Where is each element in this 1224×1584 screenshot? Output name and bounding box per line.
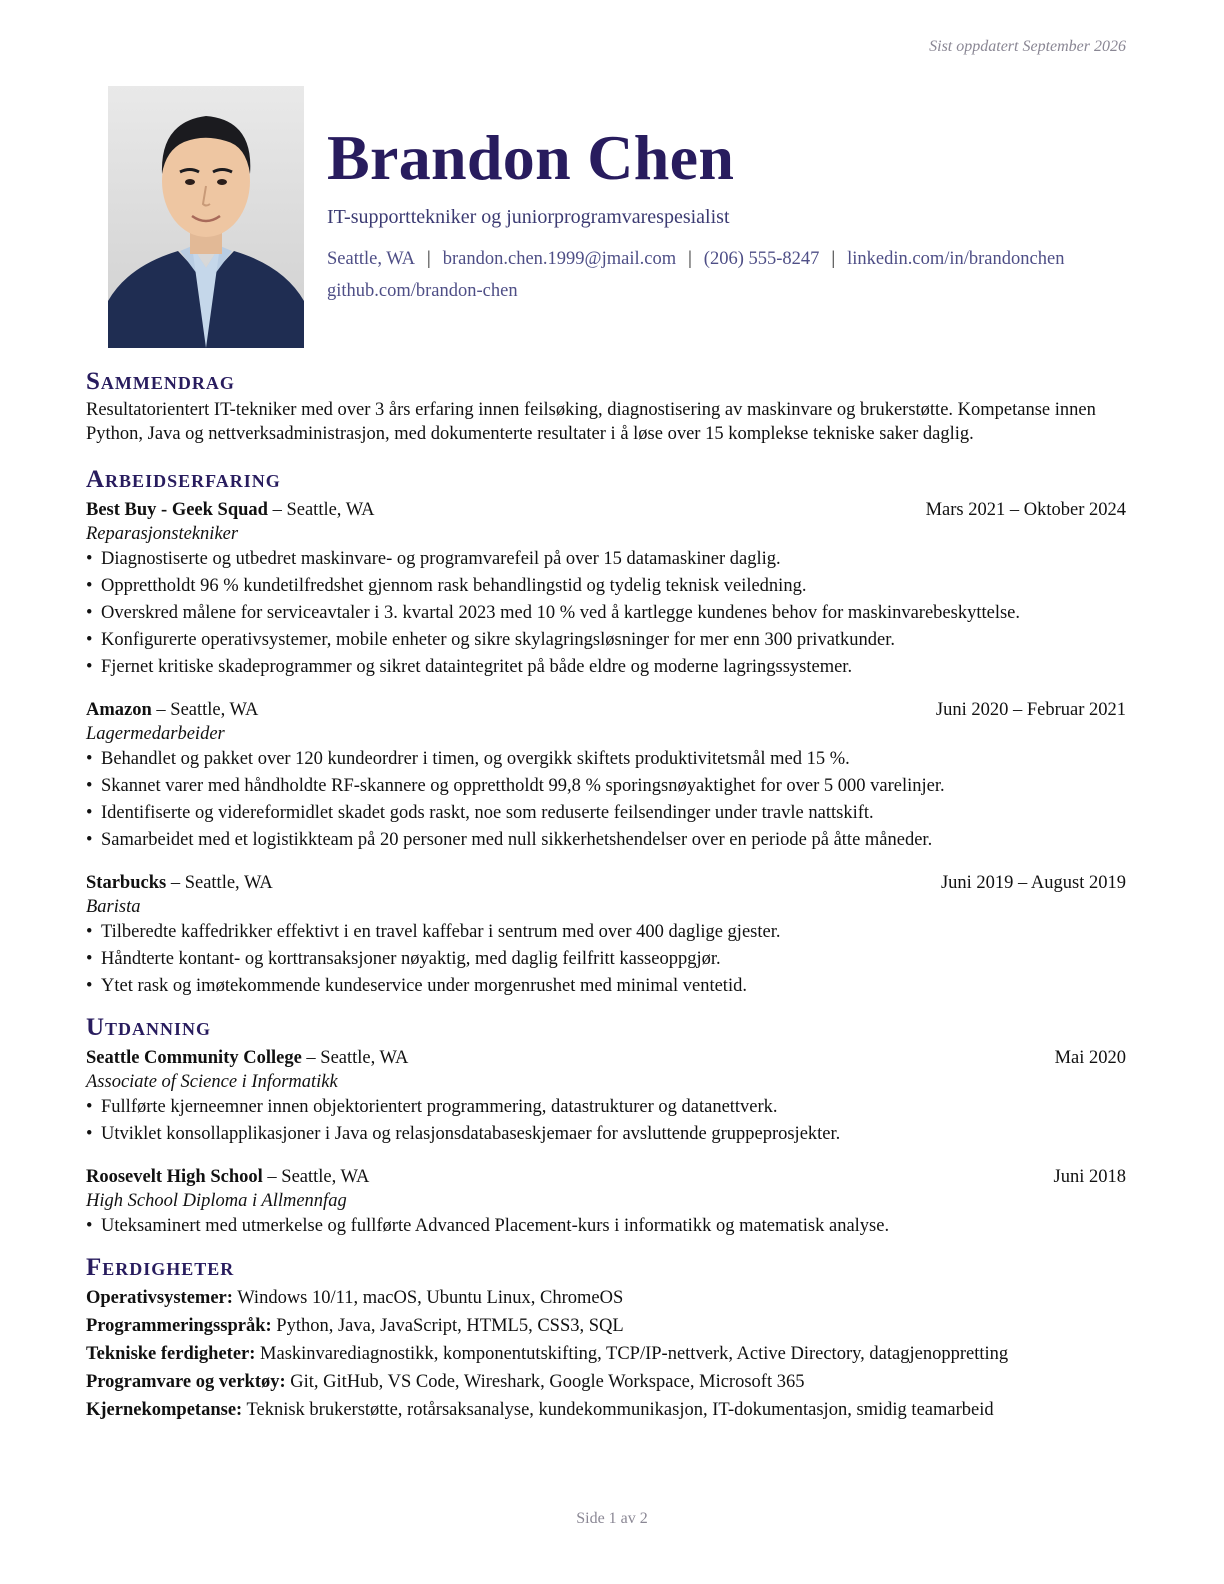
bullet-item: • Fullførte kjerneemner innen objektorientert programmering, datastrukturer og datanettverk.	[86, 1094, 1126, 1121]
skill-row	[86, 1396, 1126, 1424]
job-bullets	[86, 546, 1126, 681]
skill-row	[86, 1340, 1126, 1368]
bullet-item: • Diagnostiserte og utbedret maskinvare- og programvarefeil på over 15 datamaskiner daglig.	[86, 546, 1126, 573]
education-entry	[86, 1046, 1126, 1148]
skill-label: Operativsystemer:	[86, 1288, 233, 1308]
job-entry	[86, 871, 1126, 1000]
education-degree: Associate of Science i Informatikk	[86, 1072, 338, 1092]
job-role: Barista	[86, 897, 141, 917]
job-header	[86, 698, 1126, 722]
bullet-item: • Identifiserte og videreformidlet skadet gods raskt, noe som reduserte feilsendinger under travle nattskift.	[86, 800, 1126, 827]
bullet-item: • Samarbeidet med et logistikkteam på 20 personer med null sikkerhetshendelser over en periode på åtte måneder.	[86, 827, 1126, 854]
section-heading-skills: Ferdigheter	[86, 1254, 235, 1281]
education-degree: High School Diploma i Allmennfag	[86, 1191, 347, 1211]
education-bullets	[86, 1213, 1126, 1240]
profile-photo-illustration	[108, 86, 304, 348]
resume-body	[86, 366, 1126, 1424]
job-location: – Seattle, WA	[151, 700, 259, 720]
job-dates: Juni 2020 – Februar 2021	[935, 700, 1126, 720]
job-role: Reparasjonstekniker	[86, 524, 239, 544]
job-entry	[86, 498, 1126, 681]
education-header	[86, 1165, 1126, 1189]
bullet-item: • Konfigurerte operativsystemer, mobile enheter og sikre skylagringsløsninger for mer enn 300 privatkunder.	[86, 627, 1126, 654]
contact-location: Seattle, WA	[327, 249, 416, 269]
job-dates: Juni 2019 – August 2019	[940, 873, 1126, 893]
school-name: Roosevelt High School	[86, 1167, 263, 1187]
contact-linkedin-link[interactable]: linkedin.com/in/brandonchen	[847, 249, 1065, 269]
education-date: Mai 2020	[1054, 1048, 1126, 1068]
job-company: Amazon	[86, 700, 152, 720]
profile-photo	[108, 86, 304, 348]
education-entry	[86, 1165, 1126, 1240]
skill-row	[86, 1284, 1126, 1312]
job-header	[86, 498, 1126, 522]
skill-row	[86, 1368, 1126, 1396]
contact-separator: |	[427, 249, 431, 269]
last-updated: Sist oppdatert September 2026	[929, 38, 1126, 55]
education-bullets	[86, 1094, 1126, 1148]
bullet-item: • Uteksaminert med utmerkelse og fullførte Advanced Placement-kurs i informatikk og matematisk analyse.	[86, 1213, 1126, 1240]
section-heading-experience: Arbeidserfaring	[86, 466, 281, 493]
skill-label: Kjernekompetanse:	[86, 1400, 243, 1420]
bullet-item: • Ytet rask og imøtekommende kundeservice under morgenrushet med minimal ventetid.	[86, 973, 1126, 1000]
skill-label: Programvare og verktøy:	[86, 1372, 286, 1392]
job-company: Starbucks	[86, 873, 167, 893]
section-heading-summary: Sammendrag	[86, 368, 235, 395]
summary-text: Resultatorientert IT-tekniker med over 3 års erfaring innen feilsøking, diagnostisering av maskinvare og brukerstøtte. Kompetanse innen Python, Java og nettverksadministrasjon, med dokumenterte resultater i å løse over 15 komplekse tekniske saker daglig.	[86, 400, 1096, 444]
bullet-item: • Håndterte kontant- og korttransaksjoner nøyaktig, med daglig feilfritt kasseoppgjør.	[86, 946, 1126, 973]
job-company: Best Buy - Geek Squad	[86, 500, 268, 520]
skill-value: Maskinvarediagnostikk, komponentutskifting, TCP/IP-nettverk, Active Directory, datagjenoppretting	[255, 1344, 1009, 1364]
job-location: – Seattle, WA	[267, 500, 375, 520]
candidate-name: Brandon Chen	[327, 122, 735, 193]
job-entry	[86, 698, 1126, 854]
contact-phone[interactable]: (206) 555-8247	[703, 249, 820, 269]
job-header	[86, 871, 1126, 895]
school-name: Seattle Community College	[86, 1048, 302, 1068]
job-location: – Seattle, WA	[166, 873, 273, 893]
education-date: Juni 2018	[1053, 1167, 1126, 1187]
page-number: Side 1 av 2	[576, 1510, 648, 1527]
bullet-item: • Overskred målene for serviceavtaler i 3. kvartal 2023 med 10 % ved å kartlegge kundenes behov for maskinvarebeskyttelse.	[86, 600, 1126, 627]
job-role: Lagermedarbeider	[86, 724, 225, 744]
bullet-item: • Utviklet konsollapplikasjoner i Java og relasjonsdatabaseskjemaer for avsluttende gruppeprosjekter.	[86, 1121, 1126, 1148]
bullet-item: • Fjernet kritiske skadeprogrammer og sikret dataintegritet på både eldre og moderne lagringssystemer.	[86, 654, 1126, 681]
contact-github-link[interactable]: github.com/brandon-chen	[327, 281, 518, 301]
skill-row	[86, 1312, 1126, 1340]
school-location: – Seattle, WA	[262, 1167, 370, 1187]
skill-value: Windows 10/11, macOS, Ubuntu Linux, ChromeOS	[232, 1288, 624, 1308]
skill-label: Tekniske ferdigheter:	[86, 1344, 256, 1364]
job-bullets	[86, 746, 1126, 854]
skill-label: Programmeringsspråk:	[86, 1316, 272, 1336]
job-bullets	[86, 919, 1126, 1000]
contact-email-link[interactable]: brandon.chen.1999@jmail.com	[442, 249, 677, 269]
bullet-item: • Behandlet og pakket over 120 kundeordrer i timen, og overgikk skiftets produktivitetsmål med 15 %.	[86, 746, 1126, 773]
skill-value: Git, GitHub, VS Code, Wireshark, Google Workspace, Microsoft 365	[285, 1372, 805, 1392]
bullet-item: • Tilberedte kaffedrikker effektivt i en travel kaffebar i sentrum med over 400 daglige gjester.	[86, 919, 1126, 946]
skill-value: Python, Java, JavaScript, HTML5, CSS3, SQL	[271, 1316, 624, 1336]
contact-separator: |	[831, 249, 836, 269]
contact-info	[327, 243, 1127, 307]
section-heading-education: Utdanning	[86, 1014, 212, 1041]
job-dates: Mars 2021 – Oktober 2024	[925, 500, 1126, 520]
skill-value: Teknisk brukerstøtte, rotårsaksanalyse, kundekommunikasjon, IT-dokumentasjon, smidig teamarbeid	[242, 1400, 994, 1420]
school-location: – Seattle, WA	[301, 1048, 409, 1068]
skills-list	[86, 1284, 1126, 1424]
bullet-item: • Skannet varer med håndholdte RF-skannere og opprettholdt 99,8 % sporingsnøyaktighet for over 5 000 varelinjer.	[86, 773, 1126, 800]
education-header	[86, 1046, 1126, 1070]
bullet-item: • Opprettholdt 96 % kundetilfredshet gjennom rask behandlingstid og tydelig teknisk veiledning.	[86, 573, 1126, 600]
job-title: IT-supporttekniker og juniorprogramvarespesialist	[327, 206, 730, 228]
contact-separator: |	[688, 249, 692, 269]
